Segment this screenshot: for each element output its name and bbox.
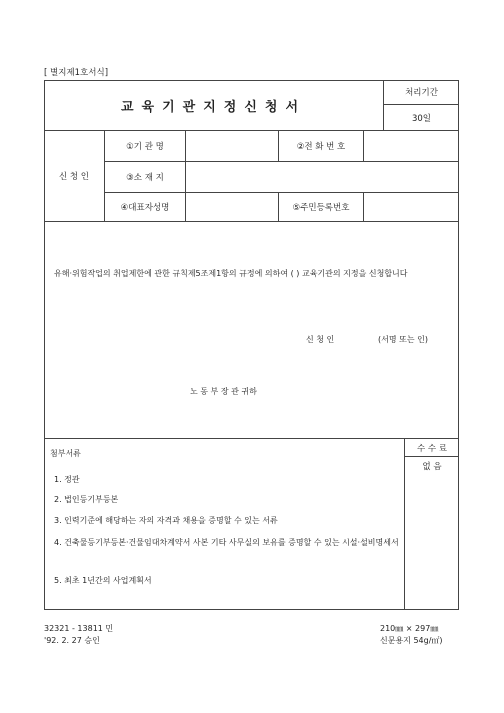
- fee-value: 없 음: [422, 462, 442, 472]
- attachments-label: 첨부서류: [50, 449, 81, 458]
- fee-label: 수 수 료: [416, 443, 448, 454]
- processing-period-value: 30일: [411, 113, 432, 124]
- form-title: 교육기관지정신청서: [120, 100, 307, 115]
- resident-number-label: ⑤주민등록번호: [292, 203, 350, 213]
- application-statement: 유해·위험작업의 취업제한에 관한 규칙제5조제1항의 규정에 의하여 ( ) 교육기관의 지정을 신청합니다: [54, 269, 408, 278]
- institution-name-label: ①기 관 명: [126, 142, 164, 152]
- attachment-item: 5. 최초 1년간의 사업계획서: [54, 576, 152, 585]
- signature-note: (서명 또는 인): [378, 335, 428, 344]
- section-divider: [44, 221, 459, 222]
- approval-date: '92. 2. 27 승인: [44, 636, 100, 645]
- section-divider: [44, 438, 459, 439]
- addressee: 노 동 부 장 관 귀하: [190, 387, 257, 396]
- form-number-label: [ 별지제1호서식]: [44, 68, 109, 78]
- attachment-item: 2. 법인등기부등본: [54, 495, 119, 504]
- representative-label: ④대표자성명: [120, 203, 170, 213]
- field-divider: [363, 130, 364, 161]
- attachment-item: 3. 인력기준에 해당하는 자의 자격과 채용을 증명할 수 있는 서류: [54, 516, 278, 525]
- paper-size: 210㎜ × 297㎜: [380, 624, 439, 633]
- attachment-item: 1. 정관: [54, 475, 80, 484]
- label-column-divider: [185, 130, 186, 221]
- processing-period-label: 처리기간: [405, 88, 438, 98]
- field-divider: [363, 192, 364, 221]
- phone-label: ②전 화 번 호: [296, 142, 346, 152]
- address-label: ③소 재 지: [126, 173, 164, 183]
- form-code: 32321 - 13811 민: [44, 624, 114, 633]
- applicant-sign-label: 신 청 인: [306, 335, 335, 344]
- applicant-section-label: 신 청 인: [58, 172, 90, 182]
- paper-type: 신문용지 54g/㎡): [380, 636, 443, 645]
- attachment-item: 4. 건축물등기부등본·건물임대차계약서 사본 기타 사무실의 보유를 증명할 수 있는 시설·설비명세서: [54, 538, 399, 547]
